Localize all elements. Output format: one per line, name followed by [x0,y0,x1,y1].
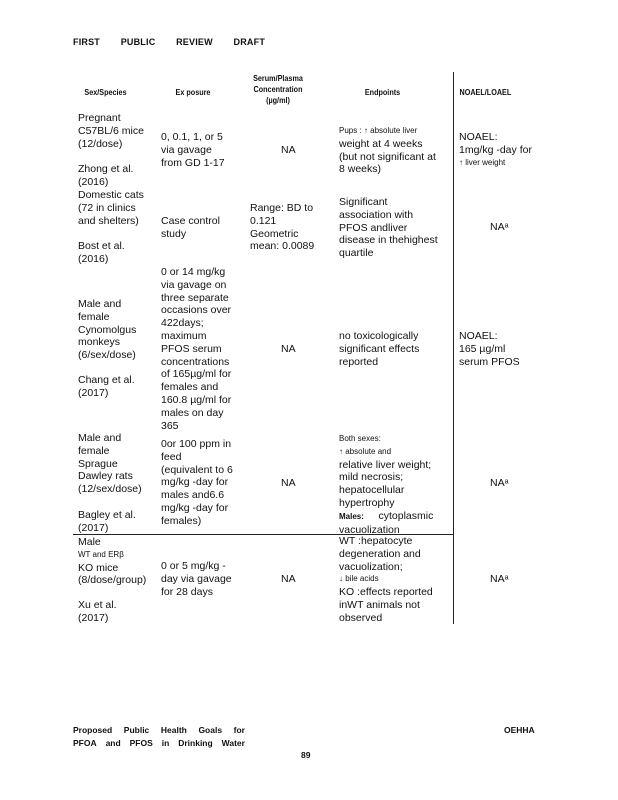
row2-serum: Range: BD to 0.121 Geometric mean: 0.0089 [250,202,315,253]
row1-citation: Zhong et al. (2016) [78,163,134,188]
col-header-species: Sex/Species [84,87,127,97]
row1-species: Pregnant C57BL/6 mice (12/dose) [78,112,144,150]
header-word-2: PUBLIC [120,37,156,47]
row4-noael: NAᵃ [490,477,509,489]
header-word-1: FIRST [73,37,100,47]
row5-noael: NAᵃ [490,573,509,585]
row5-citation: Xu et al. (2017) [78,599,117,624]
row5-species: Male WT and ERβ KO mice (8/dose/group) [78,536,147,587]
row1-noael: NOAEL: 1mg/kg -day for ↑ liver weight [459,131,532,167]
footer-line-1: Proposed Public Health Goals for [73,725,245,735]
col-header-exposure: Ex posure [175,87,211,97]
row3-serum: NA [281,343,296,355]
col-header-serum: Serum/Plasma Concentration (µg/ml) [253,73,303,105]
row2-species: Domestic cats (72 in clinics and shelters) [78,189,144,227]
row1-serum: NA [281,144,296,156]
row3-endpoints: no toxicologically significant effects reported [339,330,420,368]
row4-exposure: 0or 100 ppm in feed (equivalent to 6 mg/kg -day for males and6.6 mg/kg -day for females) [161,438,233,527]
table-divider-noael [453,72,454,624]
footer-agency: OEHHA [504,725,535,735]
row3-noael: NOAEL: 165 µg/ml serum PFOS [459,330,520,368]
row3-species: Male and female Cynomolgus monkeys (6/sex/dose) [78,298,137,362]
row4-species: Male and female Sprague Dawley rats (12/sex/dose) [78,432,142,496]
row5-endpoints: WT :hepatocyte degeneration and vacuolization; ↓ bile acids KO :effects reported inWT animals not observed [339,535,433,624]
row1-exposure: 0, 0.1, 1, or 5 via gavage from GD 1-17 [161,131,225,169]
row5-exposure: 0 or 5 mg/kg - day via gavage for 28 days [161,560,232,598]
header-word-3: REVIEW [176,37,213,47]
row4-endpoints: Both sexes: ↑ absolute and relative liver weight; mild necrosis; hepatocellular hypertrophy Males: cytoplasmic vacuolization [339,434,434,536]
footer-title [73,724,245,750]
page-header [73,37,283,47]
row2-endpoints: Significant association with PFOS andliver disease in thehighest quartile [339,196,438,260]
row4-citation: Bagley et al. (2017) [78,509,136,534]
page-number: 89 [301,750,311,760]
footer-line-2: PFOA and PFOS in Drinking Water [73,738,245,748]
row2-noael: NAᵃ [490,221,509,233]
row2-citation: Bost et al. (2016) [78,240,125,265]
row3-citation: Chang et al. (2017) [78,374,135,399]
row2-exposure: Case control study [161,215,220,240]
row4-serum: NA [281,477,296,489]
row3-exposure: 0 or 14 mg/kg via gavage on three separate occasions over 422days; maximum PFOS serum concentrations of 165µg/ml for females and 160.8 µg/ml for males on day 365 [161,266,232,432]
col-header-noael: NOAEL/LOAEL [459,87,512,97]
row1-endpoints: Pups : ↑ absolute liver weight at 4 weeks (but not significant at 8 weeks) [339,126,436,176]
col-header-endpoints: Endpoints [364,87,401,97]
row5-serum: NA [281,573,296,585]
header-word-4: DRAFT [233,37,266,47]
